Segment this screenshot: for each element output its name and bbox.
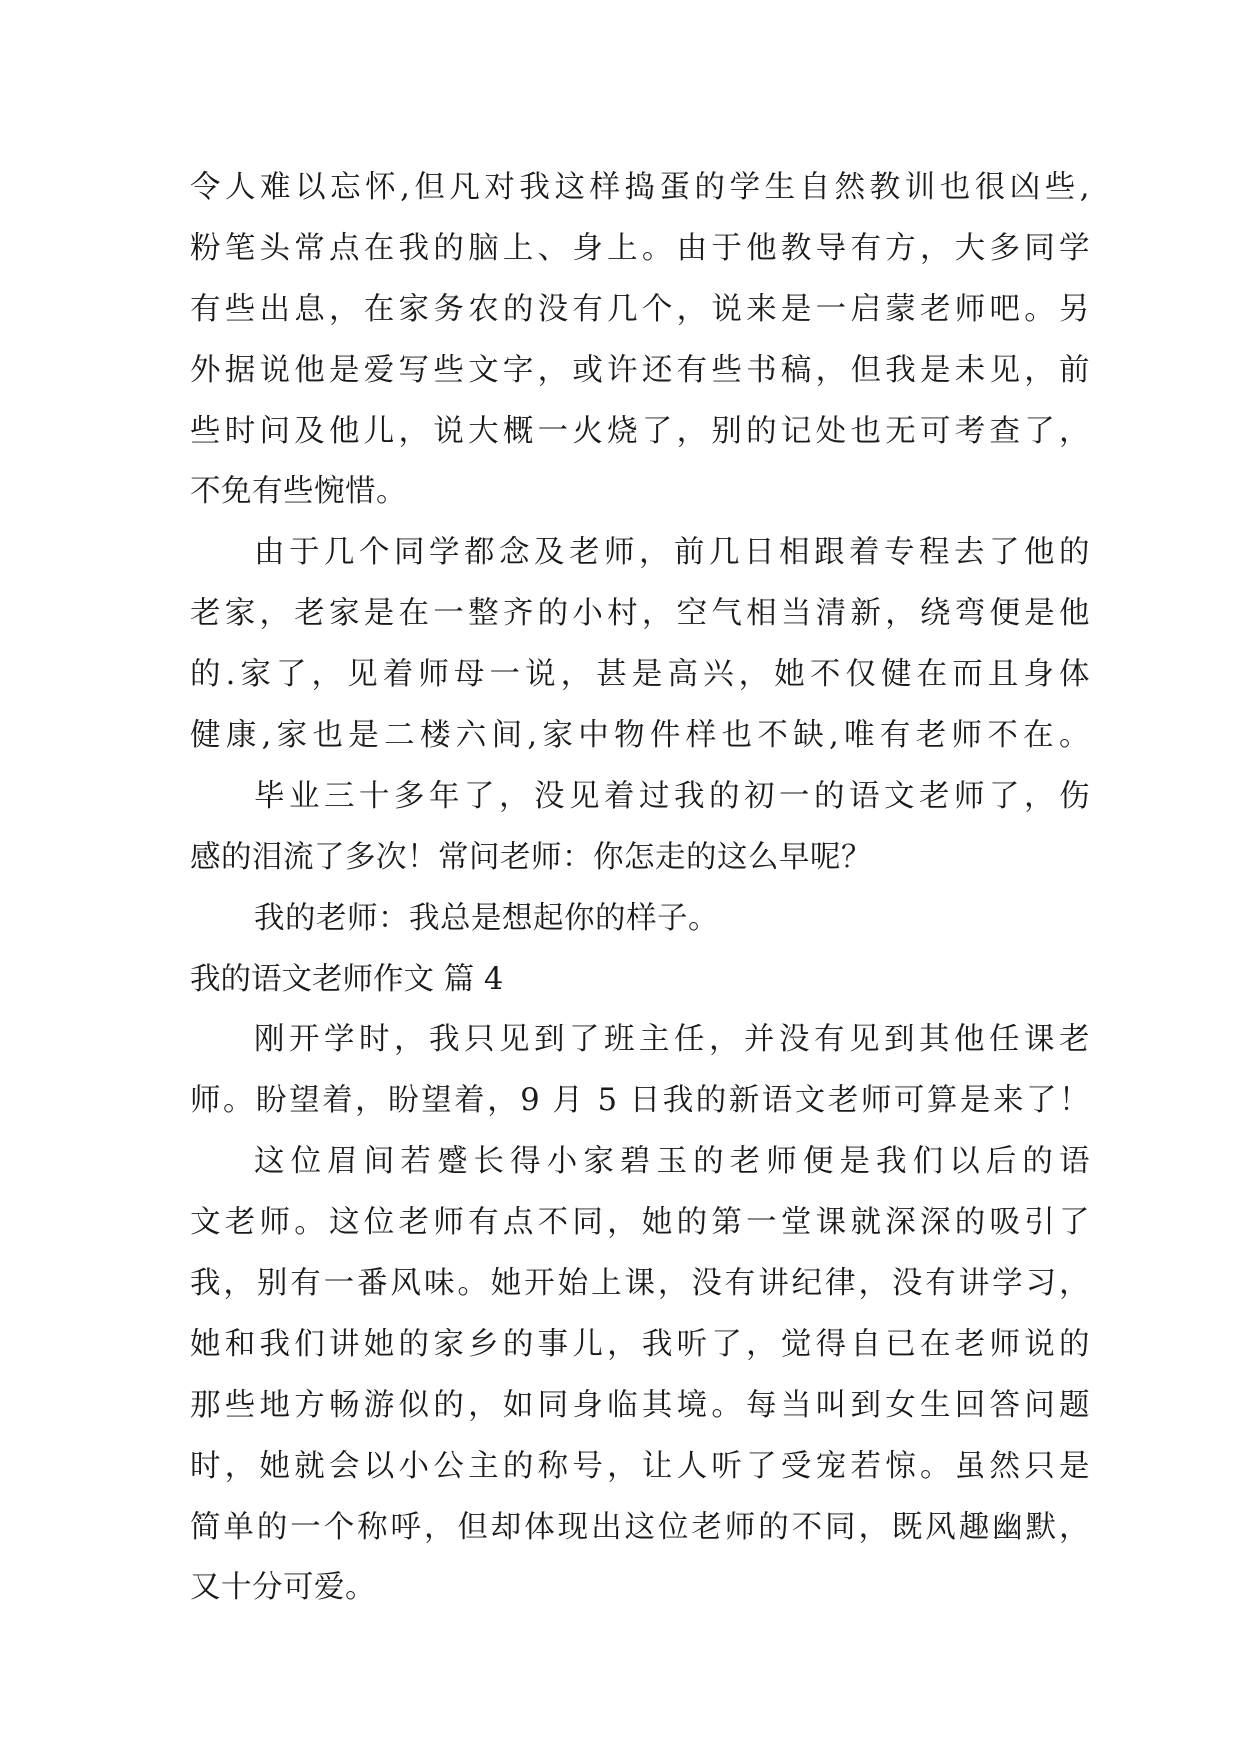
paragraph-start-line: 刚开学时，我只见到了班主任，并没有见到其他任课老	[254, 1022, 1090, 1058]
text-line: 令人难以忘怀,但凡对我这样捣蛋的学生自然教训也很凶些,	[190, 170, 1090, 205]
text-line: 她和我们讲她的家乡的事儿，我听了，觉得自已在老师说的	[190, 1326, 1090, 1362]
paragraph-start-line: 我的老师：我总是想起你的样子。	[254, 900, 719, 936]
text-line: 文老师。这位老师有点不同，她的第一堂课就深深的吸引了	[190, 1205, 1090, 1241]
text-line: 外据说他是爱写些文字，或许还有些书稿，但我是未见，前	[190, 352, 1090, 388]
text-line: 有些出息，在家务农的没有几个，说来是一启蒙老师吧。另	[190, 291, 1090, 327]
paragraph-start-line: 这位眉间若蹙长得小家碧玉的老师便是我们以后的语	[254, 1144, 1090, 1180]
text-line: 时，她就会以小公主的称号，让人听了受宠若惊。虽然只是	[190, 1448, 1090, 1484]
text-line: 感的泪流了多次！常问老师：你怎走的这么早呢？	[190, 839, 872, 875]
text-line: 又十分可爱。	[190, 1570, 376, 1606]
text-line: 我，别有一番风味。她开始上课，没有讲纪律，没有讲学习，	[190, 1266, 1090, 1302]
essay-body	[190, 158, 1090, 1619]
text-line: 那些地方畅游似的，如同身临其境。每当叫到女生回答问题	[190, 1387, 1090, 1423]
section-heading: 我的语文老师作文 篇 4	[190, 961, 504, 997]
text-line: 些时问及他儿，说大概一火烧了，别的记处也无可考查了，	[190, 413, 1090, 449]
text-line: 不免有些惋惜。	[190, 474, 407, 510]
text-line: 粉笔头常点在我的脑上、身上。由于他教导有方，大多同学	[190, 230, 1090, 266]
paragraph-start-line: 毕业三十多年了，没见着过我的初一的语文老师了，伤	[254, 778, 1090, 814]
paragraph-start-line: 由于几个同学都念及老师，前几日相跟着专程去了他的	[254, 535, 1090, 571]
text-line: 师。盼望着，盼望着，9 月 5 日我的新语文老师可算是来了！	[190, 1083, 1090, 1119]
text-line: 健康,家也是二楼六间,家中物件样也不缺,唯有老师不在。	[190, 718, 1090, 754]
text-line: 老家，老家是在一整齐的小村，空气相当清新，绕弯便是他	[190, 596, 1090, 632]
text-line: 简单的一个称呼，但却体现出这位老师的不同，既风趣幽默，	[190, 1509, 1090, 1545]
text-line: 的.家了，见着师母一说，甚是高兴，她不仅健在而且身体	[190, 657, 1090, 693]
